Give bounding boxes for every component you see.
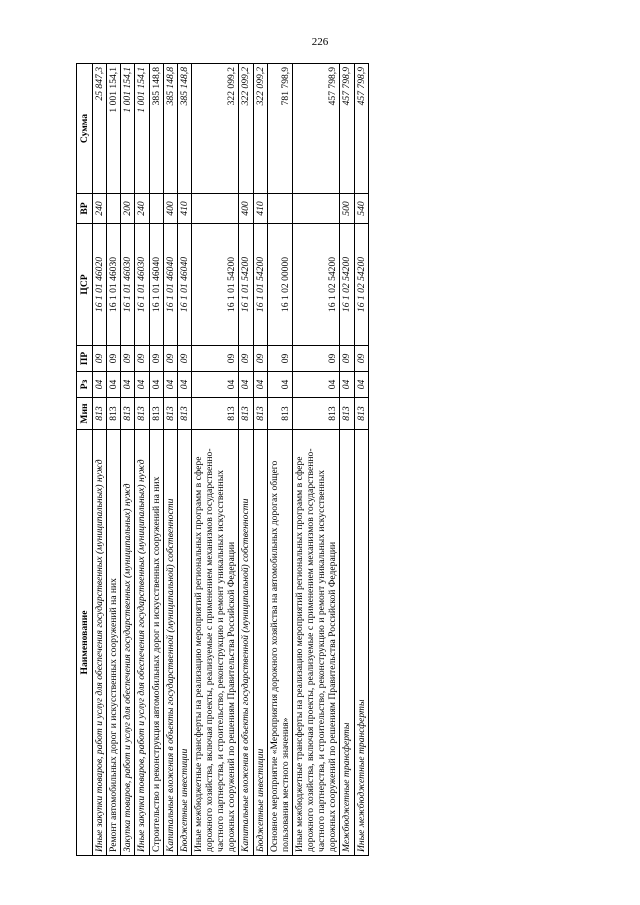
cell-csr: 16 1 01 46030 xyxy=(135,224,149,346)
cell-sum: 322 099,2 xyxy=(239,64,253,194)
cell-vr: 240 xyxy=(135,194,149,224)
cell-min: 813 xyxy=(267,398,292,430)
cell-min: 813 xyxy=(253,398,267,430)
cell-vr: 410 xyxy=(177,194,191,224)
cell-csr: 16 1 01 46040 xyxy=(177,224,191,346)
table-row xyxy=(135,64,149,856)
cell-sum: 25 847,3 xyxy=(93,64,107,194)
cell-rz: 04 xyxy=(149,372,163,398)
cell-vr: 500 xyxy=(340,194,354,224)
cell-sum: 385 148,8 xyxy=(177,64,191,194)
cell-sum: 322 099,2 xyxy=(191,64,239,194)
page-number: 226 xyxy=(311,36,329,48)
cell-min: 813 xyxy=(340,398,354,430)
header-rz: Рз xyxy=(77,372,93,398)
header-csr: ЦСР xyxy=(77,224,93,346)
cell-pr: 09 xyxy=(239,346,253,372)
table-row xyxy=(253,64,267,856)
cell-name: Закупка товаров, работ и услуг для обеспечения государственных (муниципальных) нужд xyxy=(121,430,135,856)
cell-rz: 04 xyxy=(340,372,354,398)
cell-rz: 04 xyxy=(93,372,107,398)
header-sum: Сумма xyxy=(77,64,93,194)
cell-pr: 09 xyxy=(93,346,107,372)
cell-name: Основное мероприятие «Мероприятия дорожного хозяйства на автомобильных дорогах общего пользования местного значения» xyxy=(267,430,292,856)
cell-vr: 400 xyxy=(239,194,253,224)
table-row xyxy=(267,64,292,856)
cell-rz: 04 xyxy=(121,372,135,398)
cell-vr xyxy=(107,194,121,224)
cell-min: 813 xyxy=(191,398,239,430)
cell-min: 813 xyxy=(354,398,368,430)
cell-rz: 04 xyxy=(135,372,149,398)
cell-sum: 1 001 154,1 xyxy=(135,64,149,194)
cell-vr xyxy=(267,194,292,224)
cell-rz: 04 xyxy=(253,372,267,398)
cell-sum: 322 099,2 xyxy=(253,64,267,194)
cell-vr xyxy=(292,194,340,224)
cell-rz: 04 xyxy=(354,372,368,398)
cell-sum: 457 798,9 xyxy=(340,64,354,194)
cell-name: Иные межбюджетные трансферты на реализацию мероприятий региональных программ в сфере дорожного хозяйства, включая проекты, реализуемые с применением механизмов государственно-частного партнерства, и строительство, реконструкцию и ремонт уникальных искусственных дорожных сооружений по решениям Правительства Российской Федерации xyxy=(292,430,340,856)
cell-csr: 16 1 01 46020 xyxy=(93,224,107,346)
table-row xyxy=(292,64,340,856)
cell-csr: 16 1 01 46030 xyxy=(107,224,121,346)
cell-pr: 09 xyxy=(177,346,191,372)
table-row xyxy=(107,64,121,856)
cell-min: 813 xyxy=(135,398,149,430)
cell-pr: 09 xyxy=(107,346,121,372)
cell-min: 813 xyxy=(149,398,163,430)
cell-min: 813 xyxy=(177,398,191,430)
table-row xyxy=(93,64,107,856)
cell-min: 813 xyxy=(163,398,177,430)
cell-pr: 09 xyxy=(340,346,354,372)
cell-pr: 09 xyxy=(292,346,340,372)
cell-sum: 457 798,9 xyxy=(292,64,340,194)
cell-pr: 09 xyxy=(135,346,149,372)
cell-rz: 04 xyxy=(191,372,239,398)
header-vr: ВР xyxy=(77,194,93,224)
cell-pr: 09 xyxy=(354,346,368,372)
cell-csr: 16 1 02 54200 xyxy=(354,224,368,346)
header-name: Наименование xyxy=(77,430,93,856)
cell-pr: 09 xyxy=(253,346,267,372)
cell-min: 813 xyxy=(93,398,107,430)
cell-name: Иные межбюджетные трансферты на реализацию мероприятий региональных программ в сфере дорожного хозяйства, включая проекты, реализуемые с применением механизмов государственно-частного партнерства, и строительство, реконструкцию и ремонт уникальных искусственных дорожных сооружений по решениям Правительства Российской Федерации xyxy=(191,430,239,856)
table-row xyxy=(239,64,253,856)
table-row xyxy=(149,64,163,856)
cell-pr: 09 xyxy=(163,346,177,372)
cell-sum: 1 001 154,1 xyxy=(107,64,121,194)
cell-rz: 04 xyxy=(239,372,253,398)
cell-vr: 410 xyxy=(253,194,267,224)
cell-csr: 16 1 01 54200 xyxy=(253,224,267,346)
cell-name: Капитальные вложения в объекты государственной (муниципальной) собственности xyxy=(239,430,253,856)
cell-rz: 04 xyxy=(267,372,292,398)
cell-csr: 16 1 01 46040 xyxy=(149,224,163,346)
table-row xyxy=(163,64,177,856)
cell-min: 813 xyxy=(107,398,121,430)
cell-rz: 04 xyxy=(292,372,340,398)
budget-table xyxy=(76,63,369,856)
cell-vr xyxy=(191,194,239,224)
header-pr: ПР xyxy=(77,346,93,372)
cell-csr: 16 1 01 54200 xyxy=(239,224,253,346)
cell-sum: 385 148,8 xyxy=(163,64,177,194)
cell-csr: 16 1 02 54200 xyxy=(340,224,354,346)
cell-sum: 781 798,9 xyxy=(267,64,292,194)
table-row xyxy=(340,64,354,856)
cell-pr: 09 xyxy=(149,346,163,372)
cell-rz: 04 xyxy=(177,372,191,398)
cell-sum: 385 148,8 xyxy=(149,64,163,194)
cell-name: Бюджетные инвестиции xyxy=(177,430,191,856)
cell-min: 813 xyxy=(292,398,340,430)
cell-sum: 457 798,9 xyxy=(354,64,368,194)
cell-pr: 09 xyxy=(191,346,239,372)
cell-rz: 04 xyxy=(107,372,121,398)
cell-pr: 09 xyxy=(267,346,292,372)
cell-name: Иные межбюджетные трансферты xyxy=(354,430,368,856)
table-body xyxy=(93,64,369,856)
cell-name: Капитальные вложения в объекты государственной (муниципальной) собственности xyxy=(163,430,177,856)
cell-sum: 1 001 154,1 xyxy=(121,64,135,194)
cell-csr: 16 1 01 46040 xyxy=(163,224,177,346)
cell-min: 813 xyxy=(121,398,135,430)
header-min: Мин xyxy=(77,398,93,430)
table-row xyxy=(177,64,191,856)
table-header-row xyxy=(77,64,93,856)
cell-csr: 16 1 01 54200 xyxy=(191,224,239,346)
cell-vr: 400 xyxy=(163,194,177,224)
cell-vr xyxy=(149,194,163,224)
rotated-table-container xyxy=(76,64,558,856)
cell-min: 813 xyxy=(239,398,253,430)
cell-rz: 04 xyxy=(163,372,177,398)
cell-csr: 16 1 02 00000 xyxy=(267,224,292,346)
cell-name: Строительство и реконструкция автомобильных дорог и искусственных сооружений на них xyxy=(149,430,163,856)
cell-csr: 16 1 01 46030 xyxy=(121,224,135,346)
table-row xyxy=(354,64,368,856)
cell-name: Ремонт автомобильных дорог и искусственных сооружений на них xyxy=(107,430,121,856)
cell-pr: 09 xyxy=(121,346,135,372)
cell-name: Бюджетные инвестиции xyxy=(253,430,267,856)
cell-vr: 540 xyxy=(354,194,368,224)
cell-vr: 240 xyxy=(93,194,107,224)
cell-name: Иные закупки товаров, работ и услуг для обеспечения государственных (муниципальных) нужд xyxy=(93,430,107,856)
cell-csr: 16 1 02 54200 xyxy=(292,224,340,346)
table-row xyxy=(191,64,239,856)
cell-name: Иные закупки товаров, работ и услуг для обеспечения государственных (муниципальных) нужд xyxy=(135,430,149,856)
cell-vr: 200 xyxy=(121,194,135,224)
cell-name: Межбюджетные трансферты xyxy=(340,430,354,856)
table-row xyxy=(121,64,135,856)
